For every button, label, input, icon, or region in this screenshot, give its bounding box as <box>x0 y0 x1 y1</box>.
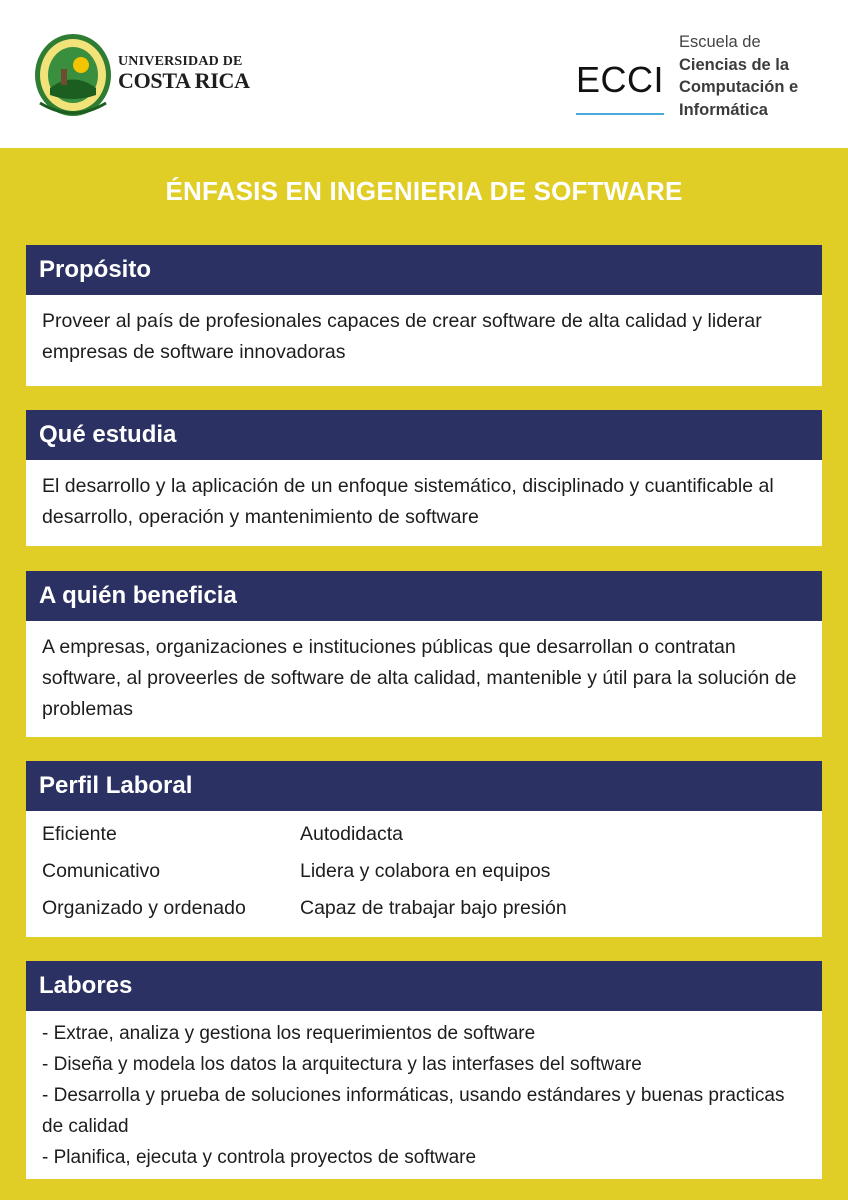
perfil-grid <box>42 819 806 924</box>
section-heading: Qué estudia <box>26 410 822 460</box>
section-body <box>26 811 822 937</box>
perfil-item: Lidera y colabora en equipos <box>300 860 551 882</box>
header <box>0 0 848 148</box>
labores-list <box>42 1018 806 1173</box>
perfil-item: Eficiente <box>42 823 117 845</box>
ucr-wordmark <box>118 55 250 92</box>
ecci-school-name <box>679 31 798 121</box>
ucr-wordmark-line2: COSTA RICA <box>118 68 250 93</box>
perfil-item: Organizado y ordenado <box>42 897 246 919</box>
ecci-name-line2: Ciencias de la <box>679 55 790 74</box>
list-item: - Planifica, ejecuta y controla proyectos de software <box>42 1147 477 1168</box>
list-item: - Diseña y modela los datos la arquitectura y las interfases del software <box>42 1054 642 1075</box>
section-body: El desarrollo y la aplicación de un enfoque sistemático, disciplinado y cuantificable al desarrollo, operación y mantenimiento de software <box>26 460 822 546</box>
ecci-name-line3: Computación e <box>679 78 799 96</box>
section-body: Proveer al país de profesionales capaces de crear software de alta calidad y liderar empresas de software innovadoras <box>26 295 822 386</box>
section-heading: Labores <box>26 961 822 1011</box>
ecci-logo: ECCI <box>576 59 665 100</box>
section-heading: Propósito <box>26 245 822 295</box>
section-proposito <box>26 245 822 386</box>
ucr-seal-logo <box>34 33 112 117</box>
perfil-item: Comunicativo <box>42 860 161 882</box>
ecci-name-line4: Informática <box>679 100 768 119</box>
section-body <box>26 1011 822 1179</box>
section-perfil-laboral <box>26 761 822 937</box>
section-heading: A quién beneficia <box>26 571 822 621</box>
perfil-item: Autodidacta <box>300 823 403 845</box>
page-title: ÉNFASIS EN INGENIERIA DE SOFTWARE <box>165 176 683 206</box>
section-labores <box>26 961 822 1179</box>
perfil-item: Capaz de trabajar bajo presión <box>300 897 567 919</box>
section-a-quien-beneficia <box>26 571 822 737</box>
list-item: - Extrae, analiza y gestiona los requerimientos de software <box>42 1023 536 1044</box>
ucr-wordmark-line1: UNIVERSIDAD DE <box>118 54 243 69</box>
list-item: - Desarrolla y prueba de soluciones informáticas, usando estándares y buenas practicas de calidad <box>42 1085 785 1137</box>
section-heading: Perfil Laboral <box>26 761 822 811</box>
ecci-logo-underline <box>576 113 664 115</box>
ecci-name-line1: Escuela de <box>679 33 761 51</box>
section-body: A empresas, organizaciones e instituciones públicas que desarrollan o contratan software, al proveerles de software de alta calidad, mantenible y útil para la solución de problemas <box>26 621 822 737</box>
section-que-estudia <box>26 410 822 546</box>
